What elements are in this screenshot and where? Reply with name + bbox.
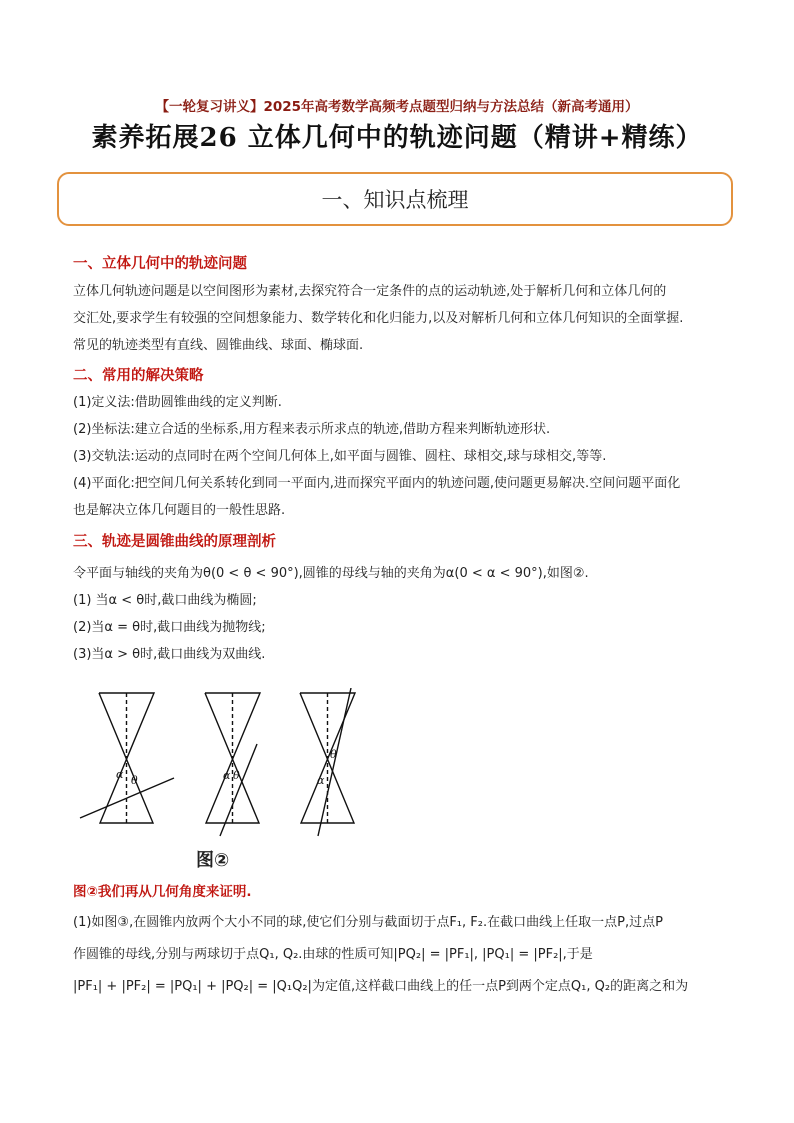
page-title: 素养拓展26 立体几何中的轨迹问题（精讲+精练） bbox=[91, 123, 703, 153]
figure-caption: 图② bbox=[196, 850, 230, 871]
conic-sections-figure bbox=[72, 688, 372, 838]
paragraph-line: (4)平面化:把空间几何关系转化到同一平面内,进而探究平面内的轨迹问题,使问题更易解决.空间问题平面化 bbox=[73, 476, 681, 491]
section-1-body bbox=[73, 278, 733, 359]
cone-hyperbola-case bbox=[300, 688, 355, 836]
paragraph-line: 也是解决立体几何题目的一般性思路. bbox=[73, 503, 286, 518]
cone-ellipse-case bbox=[80, 693, 174, 823]
paragraph-line: (1)定义法:借助圆锥曲线的定义判断. bbox=[73, 395, 282, 410]
theta-label-1: θ bbox=[131, 774, 138, 787]
paragraph-line: 令平面与轴线的夹角为θ(0 < θ < 90°),圆锥的母线与轴的夹角为α(0 < α < 90°),如图②. bbox=[73, 566, 589, 581]
section-heading-1: 一、立体几何中的轨迹问题 bbox=[73, 256, 247, 272]
section-banner bbox=[57, 172, 733, 226]
section-heading-3: 三、轨迹是圆锥曲线的原理剖析 bbox=[73, 534, 276, 550]
paragraph-line: (1)如图③,在圆锥内放两个大小不同的球,使它们分别与截面切于点F₁, F₂.在截口曲线上任取一点P,过点P bbox=[73, 915, 663, 930]
paragraph-line: |PF₁| + |PF₂| = |PQ₁| + |PQ₂| = |Q₁Q₂|为定值,这样截口曲线上的任一点P到两个定点Q₁, Q₂的距离之和为 bbox=[73, 979, 689, 994]
paragraph-line: (2)当α = θ时,截口曲线为抛物线; bbox=[73, 620, 266, 635]
proof-heading: 图②我们再从几何角度来证明. bbox=[73, 884, 252, 900]
section-heading-2: 二、常用的解决策略 bbox=[73, 368, 204, 384]
series-header: 【一轮复习讲义】2025年高考数学高频考点题型归纳与方法总结（新高考通用） bbox=[155, 99, 639, 115]
theta-label-2: θ bbox=[233, 769, 240, 782]
paragraph-line: (2)坐标法:建立合适的坐标系,用方程来表示所求点的轨迹,借助方程来判断轨迹形状. bbox=[73, 422, 551, 437]
paragraph-line: (3)交轨法:运动的点同时在两个空间几何体上,如平面与圆锥、圆柱、球相交,球与球相交,等等. bbox=[73, 449, 607, 464]
paragraph-line: (1) 当α < θ时,截口曲线为椭圆; bbox=[73, 593, 257, 608]
alpha-label-3: α bbox=[317, 774, 325, 787]
theta-label-3: θ bbox=[330, 748, 337, 761]
paragraph-line: 常见的轨迹类型有直线、圆锥曲线、球面、椭球面. bbox=[73, 338, 364, 353]
section-3-body bbox=[73, 560, 733, 668]
paragraph-line: 立体几何轨迹问题是以空间图形为素材,去探究符合一定条件的点的运动轨迹,处于解析几何和立体几何的 bbox=[73, 284, 667, 299]
cone-parabola-case bbox=[205, 693, 260, 836]
paragraph-line: (3)当α > θ时,截口曲线为双曲线. bbox=[73, 647, 266, 662]
alpha-label-1: α bbox=[116, 768, 124, 781]
paragraph-line: 作圆锥的母线,分别与两球切于点Q₁, Q₂.由球的性质可知|PQ₂| = |PF₁|, |PQ₁| = |PF₂|,于是 bbox=[73, 947, 593, 962]
paragraph-line: 交汇处,要求学生有较强的空间想象能力、数学转化和化归能力,以及对解析几何和立体几何知识的全面掌握. bbox=[73, 311, 684, 326]
section-banner-label: 一、知识点梳理 bbox=[321, 188, 469, 212]
section-2-body bbox=[73, 389, 733, 524]
proof-body bbox=[73, 907, 733, 1003]
alpha-label-2: α bbox=[223, 769, 231, 782]
